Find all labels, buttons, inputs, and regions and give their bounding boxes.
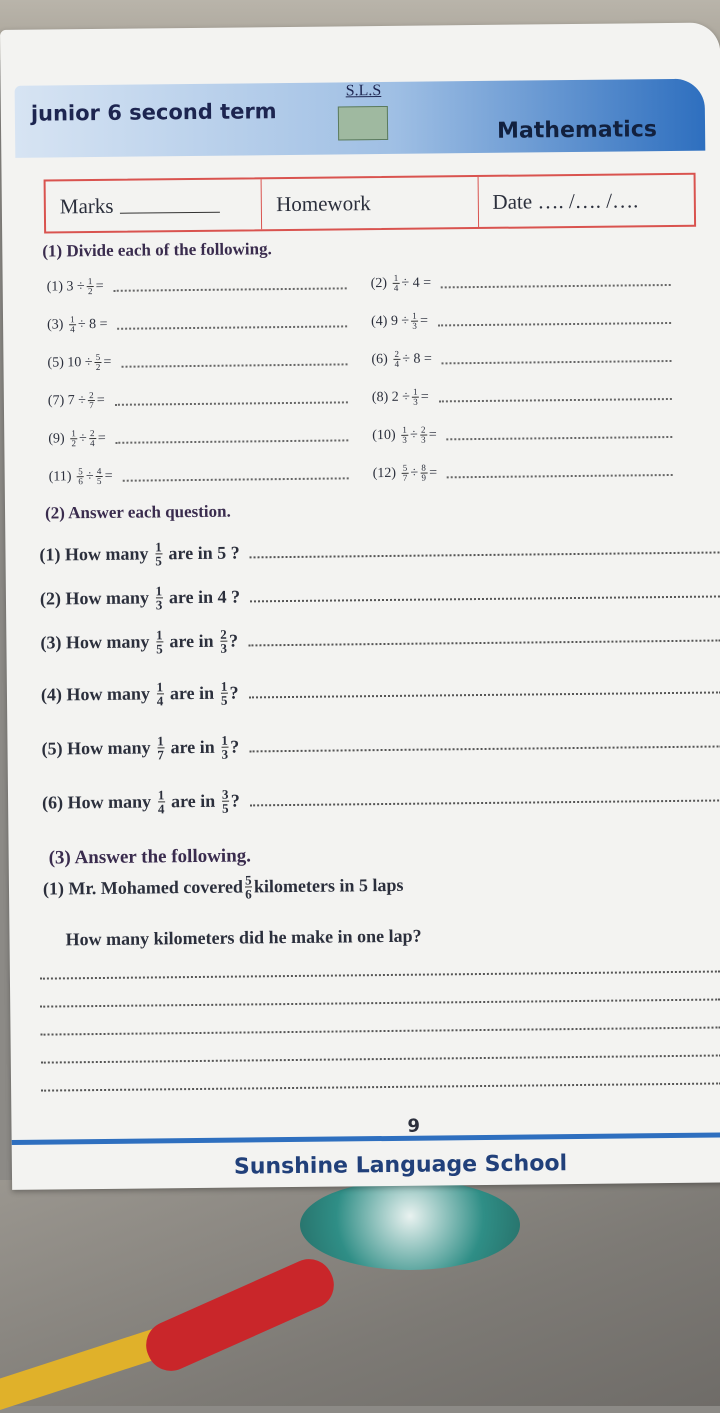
fraction: $\frac{3}{5}$ xyxy=(221,786,229,816)
answer-blank[interactable] xyxy=(114,287,347,291)
divide-item: (11) $\frac{5}{6}$ ÷ $\frac{4}{5}$ = xyxy=(49,464,349,486)
s3-fraction: $\frac{5}{6}$ xyxy=(245,872,252,902)
answer-blank[interactable] xyxy=(250,551,720,558)
grade-term: junior 6 second term xyxy=(30,99,277,126)
fraction: $\frac{1}{4}$ xyxy=(70,314,75,335)
answer-blank[interactable] xyxy=(116,439,349,443)
marks-label: Marks xyxy=(59,193,114,218)
answer-blank[interactable] xyxy=(250,595,720,602)
divide-item: (1) 3 ÷ $\frac{1}{2}$ = xyxy=(47,274,347,296)
answer-blank[interactable] xyxy=(123,477,349,481)
fraction: $\frac{1}{3}$ xyxy=(402,424,407,445)
fraction: $\frac{1}{5}$ xyxy=(156,627,163,657)
school-abbreviation: S.L.S xyxy=(345,82,382,100)
fraction: $\frac{1}{3}$ xyxy=(221,732,229,762)
question-item: (6) How many $\frac{1}{4}$ are in $\frac{3}{5}$ ? xyxy=(42,782,720,816)
date-label: Date …. /…. /…. xyxy=(492,187,639,214)
date-cell[interactable] xyxy=(478,175,694,227)
page-number: 9 xyxy=(407,1115,421,1137)
fraction: $\frac{1}{2}$ xyxy=(87,276,93,297)
info-box xyxy=(44,173,697,234)
fraction: $\frac{1}{4}$ xyxy=(156,679,164,709)
section3-question-line1 xyxy=(43,872,404,903)
worksheet-page xyxy=(0,22,720,1189)
fraction: $\frac{1}{2}$ xyxy=(71,428,76,449)
fraction: $\frac{1}{3}$ xyxy=(413,386,418,407)
fraction: $\frac{4}{5}$ xyxy=(96,465,102,487)
school-logo xyxy=(338,106,388,141)
footer-rule xyxy=(12,1132,720,1145)
answer-blank[interactable] xyxy=(115,401,348,405)
fraction: $\frac{5}{7}$ xyxy=(402,462,408,483)
fraction: $\frac{1}{4}$ xyxy=(393,272,399,293)
answer-line-5[interactable] xyxy=(41,1083,720,1092)
fraction: $\frac{2}{4}$ xyxy=(394,348,400,369)
answer-blank[interactable] xyxy=(121,363,347,367)
section3-title: (3) Answer the following. xyxy=(48,845,252,869)
answer-blank[interactable] xyxy=(249,691,720,698)
s3-suffix: kilometers in 5 laps xyxy=(253,874,404,897)
answer-blank[interactable] xyxy=(438,321,671,325)
divide-item: (5) 10 ÷ $\frac{5}{2}$ = xyxy=(47,350,347,372)
section1-title: (1) Divide each of the following. xyxy=(42,239,272,261)
divide-item: (7) 7 ÷ $\frac{2}{7}$ = xyxy=(48,388,348,410)
divide-item: (12) $\frac{5}{7}$ ÷ $\frac{8}{9}$ = xyxy=(373,461,673,483)
divide-item: (4) 9 ÷ $\frac{1}{3}$ = xyxy=(371,309,671,331)
answer-blank[interactable] xyxy=(447,435,673,439)
answer-line-4[interactable] xyxy=(41,1055,720,1064)
fraction: $\frac{1}{5}$ xyxy=(155,539,162,569)
fraction: $\frac{2}{3}$ xyxy=(420,424,426,445)
school-name: Sunshine Language School xyxy=(233,1151,568,1180)
answer-blank[interactable] xyxy=(118,325,348,329)
divide-item: (10) $\frac{1}{3}$ ÷ $\frac{2}{3}$ = xyxy=(372,423,672,445)
fraction: $\frac{2}{3}$ xyxy=(220,626,227,656)
marks-cell[interactable] xyxy=(46,179,263,231)
answer-line-1[interactable] xyxy=(40,971,720,980)
fraction: $\frac{1}{7}$ xyxy=(157,733,164,763)
section3-question-line2: How many kilometers did he make in one lap? xyxy=(65,925,422,950)
homework-label: Homework xyxy=(276,190,371,216)
fraction: $\frac{5}{2}$ xyxy=(95,351,101,373)
section2-title: (2) Answer each question. xyxy=(44,501,231,523)
fraction: $\frac{8}{9}$ xyxy=(421,462,427,483)
divide-item: (6) $\frac{2}{4}$ ÷ 8 = xyxy=(371,347,671,369)
answer-line-2[interactable] xyxy=(40,999,720,1008)
answer-blank[interactable] xyxy=(447,473,673,477)
question-item: (4) How many $\frac{1}{4}$ are in $\frac{1}{5}$ ? xyxy=(41,674,720,708)
homework-cell xyxy=(262,177,479,229)
fraction: $\frac{2}{4}$ xyxy=(89,428,95,449)
fraction: $\frac{2}{7}$ xyxy=(89,390,94,411)
answer-blank[interactable] xyxy=(249,745,720,752)
question-item: (2) How many $\frac{1}{3}$ are in 4 ? xyxy=(40,578,720,612)
answer-blank[interactable] xyxy=(250,799,720,806)
subject-title: Mathematics xyxy=(496,117,658,144)
divide-item: (2) $\frac{1}{4}$ ÷ 4 = xyxy=(371,271,671,293)
fraction: $\frac{1}{5}$ xyxy=(220,678,228,708)
divide-item: (9) $\frac{1}{2}$ ÷ $\frac{2}{4}$ = xyxy=(48,426,348,448)
answer-blank[interactable] xyxy=(439,397,672,401)
cup xyxy=(300,1180,520,1270)
question-item: (1) How many $\frac{1}{5}$ are in 5 ? xyxy=(39,534,719,568)
answer-blank[interactable] xyxy=(248,639,720,646)
divide-item: (3) $\frac{1}{4}$ ÷ 8 = xyxy=(47,312,347,334)
s3-prefix: (1) Mr. Mohamed covered xyxy=(42,876,244,899)
marks-blank xyxy=(119,197,219,213)
question-item: (5) How many $\frac{1}{7}$ are in $\frac{1}{3}$ ? xyxy=(41,728,720,762)
answer-blank[interactable] xyxy=(442,359,672,363)
answer-blank[interactable] xyxy=(441,283,671,287)
fraction: $\frac{1}{4}$ xyxy=(157,787,165,817)
divide-item: (8) 2 ÷ $\frac{1}{3}$ = xyxy=(372,385,672,407)
fraction: $\frac{1}{3}$ xyxy=(155,583,163,613)
question-item: (3) How many $\frac{1}{5}$ are in $\frac{2}{3}$ ? xyxy=(40,622,720,656)
fraction: $\frac{1}{3}$ xyxy=(412,310,417,331)
fraction: $\frac{5}{6}$ xyxy=(78,466,83,487)
answer-line-3[interactable] xyxy=(41,1027,720,1036)
